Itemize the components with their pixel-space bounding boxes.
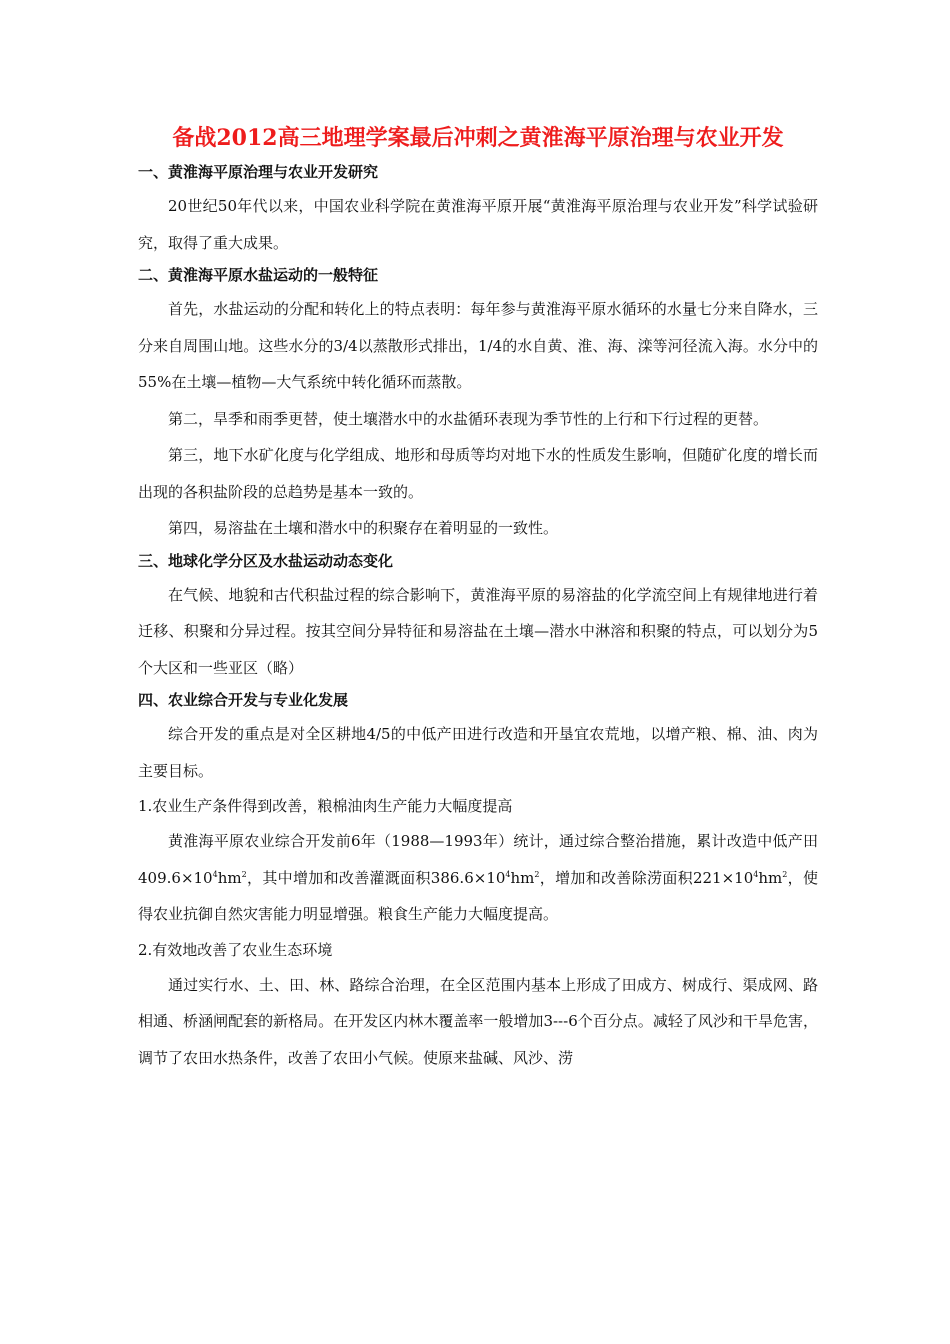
superscript-power: 4 [212,869,218,879]
section-heading-4: 四、农业综合开发与专业化发展 [138,691,349,709]
unit-text: hm [217,868,242,887]
section-heading-2: 二、黄淮海平原水盐运动的一般特征 [138,266,379,284]
unit-text: hm [758,868,783,887]
superscript-square: 2 [782,869,788,879]
text-run: ，其中增加和改善灌溉面积386.6×10 [246,868,506,887]
section-2-paragraph-4: 第四，易溶盐在土壤和潜水中的积聚存在着明显的一致性。 [168,519,559,537]
section-2-paragraph-1: 首先，水盐运动的分配和转化上的特点表明：每年参与黄淮海平原水循环的水量七分来自降水，三分来自周围山地。这些水分的3/4以蒸散形式排出，1/4的水自黄、淮、海、滦等河径流入海。水分中的55%在土壤—植物—大气系统中转化循环而蒸散。 [138,300,818,391]
section-3-paragraph: 在气候、地貌和古代积盐过程的综合影响下，黄淮海平原的易溶盐的化学流空间上有规律地进行着迁移、积聚和分异过程。按其空间分异特征和易溶盐在土壤—潜水中淋溶和积聚的特点，可以划分为5个大区和一些亚区（略） [138,585,818,677]
superscript-power: 4 [753,869,759,879]
section-2-paragraph-3: 第三，地下水矿化度与化学组成、地形和母质等均对地下水的性质发生影响，但随矿化度的增长而出现的各积盐阶段的总趋势是基本一致的。 [138,446,818,501]
superscript-power: 4 [505,869,511,879]
section-4-paragraph: 综合开发的重点是对全区耕地4/5的中低产田进行改造和开垦宜农荒地，以增产粮、棉、油、肉为主要目标。 [138,725,818,780]
superscript-square: 2 [241,869,247,879]
document-page [138,118,818,1076]
text-run: ，使得农业抗御自然灾害能力明显增强。粮食生产能力大幅度提高。 [138,868,818,923]
section-heading-3: 三、地球化学分区及水盐运动动态变化 [138,551,394,570]
subsection-heading-2: 2.有效地改善了农业生态环境 [138,940,333,959]
unit-text: hm [510,868,535,887]
section-2-paragraph-2: 第二，旱季和雨季更替，使土壤潜水中的水盐循环表现为季节性的上行和下行过程的更替。 [168,409,769,428]
subsection-heading-1: 1.农业生产条件得到改善，粮棉油肉生产能力大幅度提高 [138,797,513,815]
text-run: 黄淮海平原农业综合开发前6年（1988—1993年）统计，通过综合整治措施，累计改造中低产田409.6×10 [138,832,818,887]
section-1-paragraph: 20世纪50年代以来，中国农业科学院在黄淮海平原开展“黄淮海平原治理与农业开发”科学试验研究，取得了重大成果。 [138,197,818,252]
document-title: 备战2012高三地理学案最后冲刺之黄淮海平原治理与农业开发 [172,125,784,151]
superscript-square: 2 [534,869,540,879]
subsection-2-paragraph: 通过实行水、土、田、林、路综合治理，在全区范围内基本上形成了田成方、树成行、渠成网、路相通、桥涵闸配套的新格局。在开发区内林木覆盖率一般增加3---6个百分点。减轻了风沙和干旱危害，调节了农田水热条件，改善了农田小气候。使原来盐碱、风沙、涝 [138,975,818,1067]
text-run: ，增加和改善除涝面积221×10 [539,868,754,887]
subsection-1-paragraph [138,823,818,933]
section-heading-1: 一、黄淮海平原治理与农业开发研究 [138,163,379,181]
